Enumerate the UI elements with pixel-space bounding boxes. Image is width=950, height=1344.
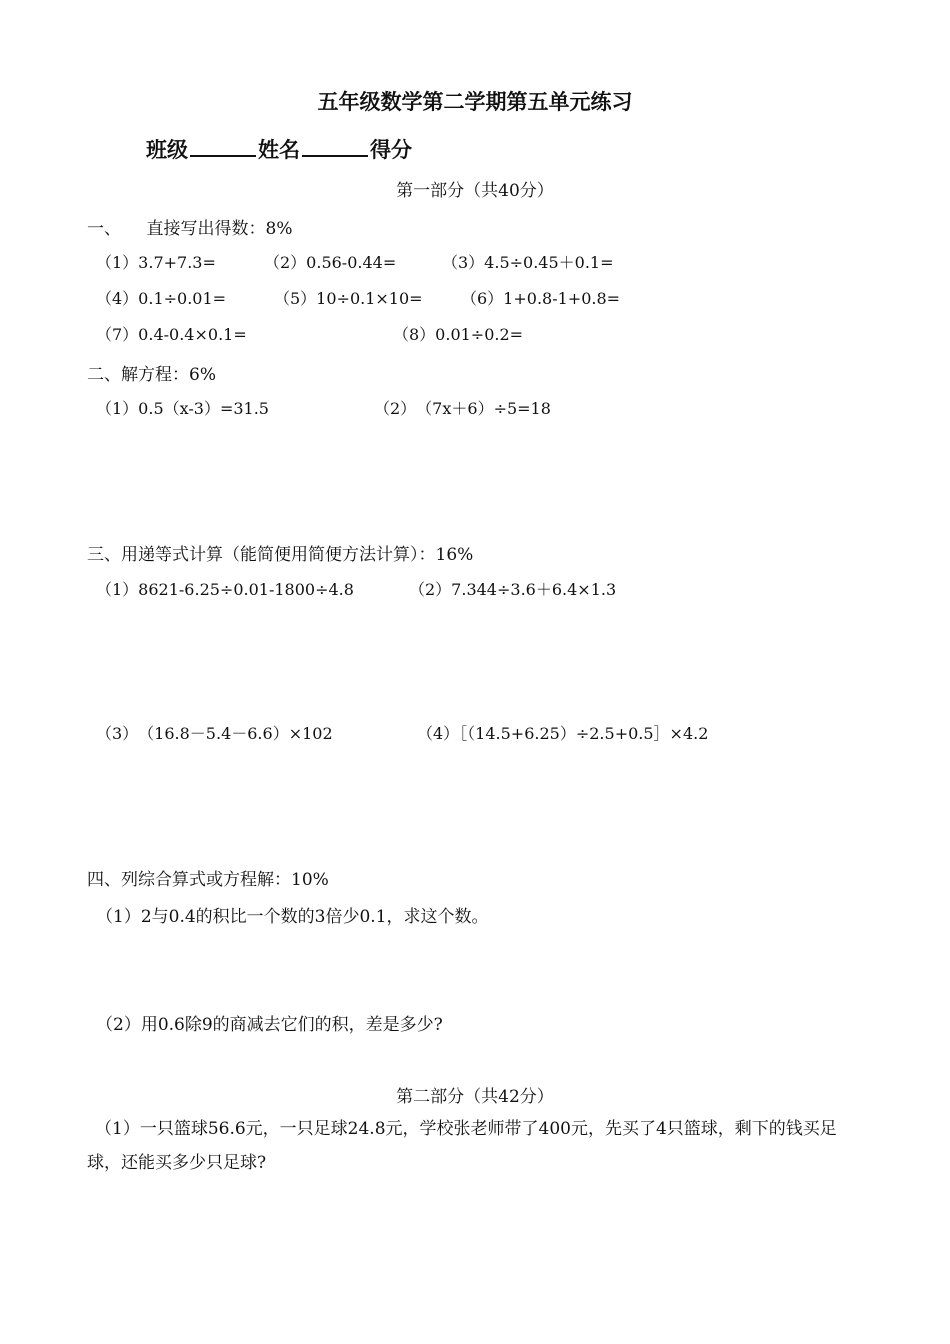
section3-title: 三、用递等式计算（能简便用简便方法计算）：16% xyxy=(87,545,474,565)
section1-item-2: （2）0.56-0.44= xyxy=(264,253,397,272)
score-label: 得分 xyxy=(370,138,412,162)
section1-item-7: （7）0.4-0.4×0.1= xyxy=(96,325,247,344)
section3-item-1: （1）8621-6.25÷0.01-1800÷4.8 xyxy=(96,580,354,599)
section1-item-6: （6）1+0.8-1+0.8= xyxy=(461,289,621,308)
section2-item-2: （2） （7x＋6）÷5=18 xyxy=(374,399,551,418)
section3-item-3: （3） （16.8－5.4－6.6）×102 xyxy=(96,724,333,743)
section4-item-2: （2）用0.6除9的商减去它们的积，差是多少? xyxy=(96,1015,443,1035)
section2-item-1: （1）0.5（x-3）=31.5 xyxy=(96,399,269,418)
section1-item-4: （4）0.1÷0.01= xyxy=(96,289,227,308)
part1-heading: 第一部分（共40分） xyxy=(396,181,554,201)
section1-item-3: （3）4.5÷0.45＋0.1= xyxy=(442,253,614,272)
section3-item-4: （4）［（14.5+6.25）÷2.5+0.5］×4.2 xyxy=(417,724,709,743)
section4-item-1: （1）2与0.4的积比一个数的3倍少0.1，求这个数。 xyxy=(96,907,489,927)
section1-item-8: （8）0.01÷0.2= xyxy=(393,325,524,344)
section2-title: 二、解方程：6% xyxy=(87,365,216,385)
section4-title: 四、列综合算式或方程解：10% xyxy=(87,870,329,890)
name-label: 姓名 xyxy=(258,138,300,162)
section1-item-5: （5）10÷0.1×10= xyxy=(274,289,423,308)
section1-item-1: （1）3.7+7.3= xyxy=(96,253,216,272)
part2-heading: 第二部分（共42分） xyxy=(396,1087,554,1107)
part2-problem-1: （1）一只篮球56.6元，一只足球24.8元，学校张老师带了400元，先买了4只篮球，剩下的钱买足球，还能买多少只足球? xyxy=(87,1119,837,1173)
class-label: 班级 xyxy=(146,138,188,162)
page-title: 五年级数学第二学期第五单元练习 xyxy=(317,90,633,114)
section1-title: 一、 直接写出得数：8% xyxy=(87,219,293,239)
class-blank[interactable] xyxy=(190,135,256,157)
section3-item-2: （2）7.344÷3.6＋6.4×1.3 xyxy=(409,580,617,599)
student-info-line xyxy=(146,134,412,164)
name-blank[interactable] xyxy=(302,135,368,157)
